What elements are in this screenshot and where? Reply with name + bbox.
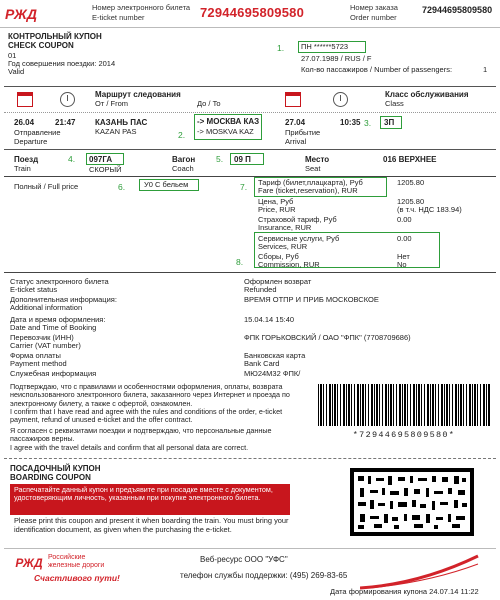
commission-value-ru: Нет (397, 252, 410, 261)
addinfo-label-ru: Дополнительная информация: (10, 295, 117, 304)
tariff-label-en: Fare (ticket,reservation), RUR (258, 186, 358, 195)
rzd-logo-icon (4, 4, 38, 24)
full-price-label: Полный / Full price (14, 182, 79, 191)
decorative-swoosh-icon (360, 550, 480, 590)
train-divider (4, 176, 496, 177)
agreement-text-2: Я согласен с реквизитами поездки и подтверждаю, что персональные данные пассажиров верны. (10, 426, 272, 444)
annotation-1: 1. (277, 43, 285, 53)
train-label-ru: Поезд (14, 155, 39, 164)
annotation-4: 4. (68, 154, 76, 164)
to-station-en: -> MOSKVA KAZ (197, 127, 254, 136)
payment-label-ru: Форма оплаты (10, 351, 61, 360)
coupon-code: 01 (8, 51, 17, 60)
route-label: Маршрут следования (95, 90, 181, 99)
departure-label-en: Departure (14, 137, 48, 146)
calendar-icon (17, 92, 33, 107)
order-number-label-en: Order number (350, 13, 397, 22)
price-value: 1205.80 (397, 197, 425, 206)
agreement-text-2-en: I agree with the travel details and confirm that all personal data are correct. (10, 443, 249, 452)
ticket-number-label-ru: Номер электронного билета (92, 3, 191, 12)
annotation-3: 3. (364, 118, 372, 128)
annotation-5: 5. (216, 154, 224, 164)
fare-divider (4, 272, 496, 273)
arrival-label-en: Arrival (285, 137, 307, 146)
coach-label-ru: Вагон (172, 155, 196, 164)
web-resource: Веб-ресурс ООО "УФС" (200, 555, 288, 564)
services-label-en: Services, RUR (258, 242, 308, 251)
boarding-title-en: BOARDING COUPON (10, 473, 91, 482)
footer-divider (4, 548, 496, 549)
boarding-qr-code (348, 466, 476, 538)
booking-label-ru: Дата и время оформления: (10, 315, 106, 324)
departure-date: 26.04 (14, 118, 35, 127)
boarding-title-ru: ПОСАДОЧНЫЙ КУПОН (10, 464, 101, 473)
status-label-en: E-ticket status (10, 285, 58, 294)
addinfo-value: ВРЕМЯ ОТПР И ПРИБ МОСКОВСКОЕ (244, 295, 379, 304)
commission-label-ru: Сборы, Руб (258, 252, 299, 261)
seat-value: 016 ВЕРХНЕЕ (383, 155, 437, 164)
train-label-en: Train (14, 164, 31, 173)
tariff-value: 1205.80 (397, 178, 425, 187)
class-label-en: Class (385, 99, 404, 108)
passengers-label: Кол-во пассажиров / Number of passengers: (301, 65, 453, 74)
vat-note: (в т.ч. НДС 183.94) (397, 205, 462, 214)
booking-value: 15.04.14 15:40 (244, 315, 295, 324)
annotation-8: 8. (236, 257, 244, 267)
svg-text:РЖД: РЖД (15, 556, 43, 570)
cut-line (4, 458, 496, 459)
seat-label-ru: Место (305, 155, 330, 164)
status-value-en: Refunded (244, 285, 277, 294)
ticket-header (0, 0, 500, 28)
price-label-ru: Цена, Руб (258, 197, 294, 206)
agreement-text-1: Подтверждаю, что с правилами и особенностями оформления, оплаты, возврата неиспользованного электронного билета, заказанного через Интернет и проезда по электронному билету, а также с офертой, ознакомлен. (10, 382, 290, 408)
arrival-label-ru: Прибытие (285, 128, 321, 137)
annotation-7: 7. (240, 182, 248, 192)
passport-number: ПН ******5723 (301, 42, 349, 51)
boarding-warning: Распечатайте данный купон и предъявите при посадке вместе с документом, удостоверяющим личность, указанным при покупке электронного билета. (10, 484, 290, 515)
annotation-6: 6. (118, 182, 126, 192)
support-phone: телефон службы поддержки: (495) 269-83-65 (180, 571, 348, 580)
departure-label-ru: Отправление (14, 128, 61, 137)
agreement-text-1-en: I confirm that I have read and agree with the rules and conditions of the order, e-ticket payment, refund of unused e-ticket and the offer contract. (10, 407, 283, 425)
insurance-label-en: Insurance, RUR (258, 223, 312, 232)
payment-value-ru: Банковская карта (244, 351, 306, 360)
coach-number: 09 П (234, 155, 251, 164)
valid-year: Год совершения поездки: 2014 (8, 59, 116, 68)
coach-label-en: Coach (172, 164, 194, 173)
passengers-count: 1 (483, 65, 488, 74)
insurance-value: 0.00 (397, 215, 412, 224)
rzd-footer-logo-icon (14, 553, 44, 571)
valid-label: Valid (8, 67, 25, 76)
check-coupon-title-en: CHECK COUPON (8, 41, 74, 50)
to-station-ru: -> МОСКВА КАЗ (197, 117, 260, 126)
boarding-instruction: Please print this coupon and present it when boarding the train. You must bring your identification document, as given when the purchasing the e-ticket. (14, 516, 289, 534)
addinfo-label-en: Additional information (10, 303, 83, 312)
to-label: До / To (197, 99, 221, 108)
tariff-label-ru: Тариф (билет,плацкарта), Руб (258, 178, 363, 187)
services-label-ru: Сервисные услуги, Руб (258, 234, 340, 243)
arrival-time: 10:35 (340, 118, 361, 127)
ticket-number-label-en: E-ticket number (92, 13, 145, 22)
service-class: У0 С бельем (144, 180, 189, 189)
class-value: 3П (384, 118, 395, 127)
service-info-value: МЮ24М32 ФПК/ (244, 369, 301, 378)
payment-label-en: Payment method (10, 359, 67, 368)
annotation-2: 2. (178, 130, 186, 140)
departure-time: 21:47 (55, 118, 76, 127)
carrier-label-en: Carrier (VAT number) (10, 341, 81, 350)
birth-info: 27.07.1989 / RUS / F (301, 54, 372, 63)
carrier-value: ФПК ГОРЬКОВСКИЙ / ОАО "ФПК" (7708709686) (244, 333, 411, 342)
ticket-barcode (318, 384, 490, 426)
calendar-icon-arrival (285, 92, 301, 107)
route-divider (4, 112, 496, 113)
svg-text:РЖД: РЖД (5, 6, 37, 22)
order-number-label-ru: Номер заказа (350, 3, 398, 12)
class-label-ru: Класс обслуживания (385, 90, 469, 99)
from-label: От / From (95, 99, 129, 108)
status-label-ru: Статус электронного билета (10, 277, 109, 286)
status-value-ru: Оформлен возврат (244, 277, 312, 286)
seat-label-en: Seat (305, 164, 321, 173)
brand-line-1: Российские (48, 554, 86, 561)
from-station-ru: КАЗАНЬ ПАС (95, 118, 148, 127)
ticket-number: 72944695809580 (200, 5, 305, 20)
arrival-date: 27.04 (285, 118, 306, 127)
booking-label-en: Date and Time of Booking (10, 323, 97, 332)
commission-label-en: Commission, RUR (258, 260, 320, 269)
coupon-formed-date: Дата формирования купона 24.07.14 11:22 (330, 587, 479, 596)
service-info-label: Служебная информация (10, 369, 97, 378)
commission-value-en: No (397, 260, 407, 269)
price-label-en: Price, RUR (258, 205, 296, 214)
barcode-text: *72944695809580* (352, 430, 456, 440)
brand-line-2: железные дороги (48, 562, 105, 569)
slogan: Счастливого пути! (34, 573, 120, 583)
carrier-label-ru: Перевозчик (ИНН) (10, 333, 74, 342)
clock-icon (60, 92, 75, 107)
clock-icon-arrival (333, 92, 348, 107)
from-station-en: KAZAN PAS (95, 127, 137, 136)
insurance-label-ru: Страховой тариф, Руб (258, 215, 337, 224)
services-value: 0.00 (397, 234, 412, 243)
train-number: 097ГА (89, 155, 113, 164)
order-number: 72944695809580 (422, 5, 493, 15)
check-coupon-title-ru: КОНТРОЛЬНЫЙ КУПОН (8, 32, 102, 41)
train-type: СКОРЫЙ (89, 165, 122, 174)
payment-value-en: Bank Card (244, 359, 280, 368)
